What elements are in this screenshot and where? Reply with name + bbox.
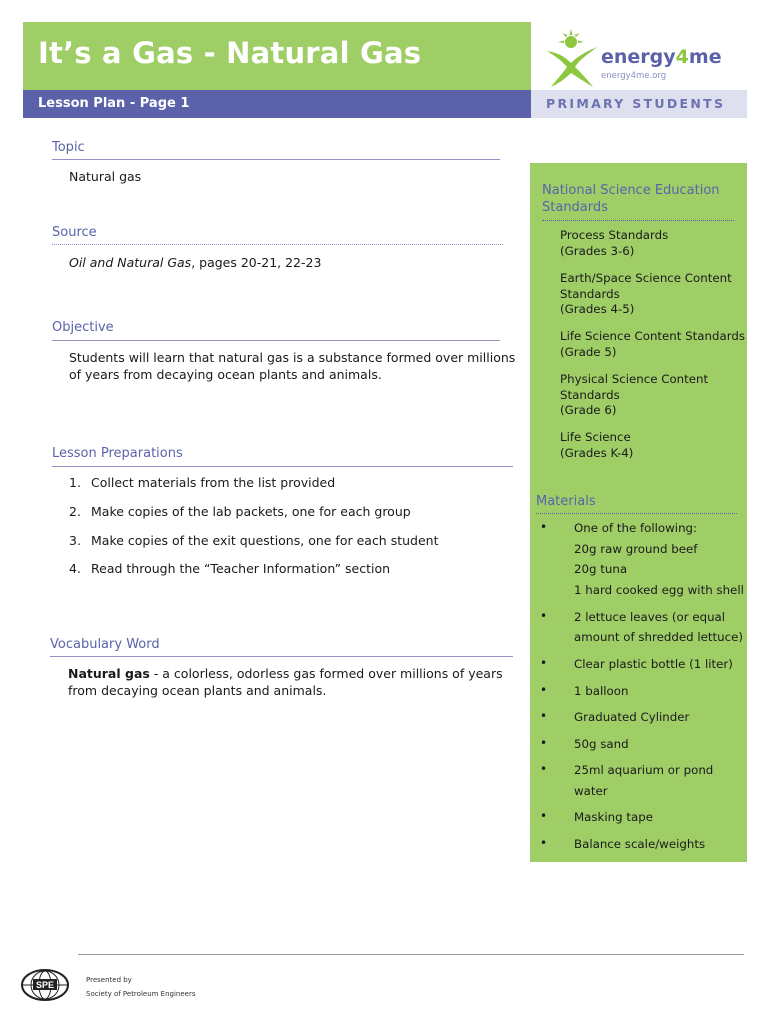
material-line: Masking tape [574,810,653,824]
vocabulary-term: Natural gas [68,666,150,681]
preparation-item: 4. Read through the “Teacher Information” section [69,561,391,576]
footer-rule [78,954,744,955]
bullet-icon: • [540,736,548,750]
bullet-icon: • [540,762,548,776]
vocabulary-line-2: from decaying ocean plants and animals. [68,683,327,698]
topic-rule [52,159,500,160]
materials-heading: Materials [536,494,596,509]
material-line: 20g tuna [574,562,628,576]
spe-logo-icon [20,968,70,1002]
material-line: Graduated Cylinder [574,710,690,724]
page-title: It’s a Gas - Natural Gas [38,36,422,70]
objective-line-2: of years from decaying ocean plants and animals. [69,367,382,382]
material-line: 1 balloon [574,684,629,698]
standard-item: Life Science Content Standards (Grade 5) [560,329,745,359]
logo-url: energy4me.org [601,71,667,81]
objective-rule [52,340,500,341]
material-line: 2 lettuce leaves (or equal [574,610,726,624]
material-line: Balance scale/weights [574,837,706,851]
footer-presented-by: Presented by [86,976,132,984]
bullet-icon: • [540,709,548,723]
source-pages: , pages 20-21, 22-23 [191,255,322,270]
vocabulary-line-1: Natural gas - a colorless, odorless gas formed over millions of years [68,666,503,681]
preparations-heading: Lesson Preparations [52,446,183,461]
standard-item: Earth/Space Science Content Standards (Grades 4-5) [560,271,732,316]
standard-item: Process Standards (Grades 3-6) [560,228,669,258]
vocabulary-heading: Vocabulary Word [50,637,160,652]
material-line: One of the following: [574,521,698,535]
preparation-item: 2. Make copies of the lab packets, one for each group [69,504,411,519]
topic-text: Natural gas [69,169,142,184]
material-line: amount of shredded lettuce) [574,630,743,644]
preparations-rule [52,466,513,467]
bullet-icon: • [540,520,548,534]
footer-organization: Society of Petroleum Engineers [86,990,196,998]
spe-badge-text: SPE [35,980,55,990]
source-heading: Source [52,225,97,240]
materials-rule [536,513,737,514]
standards-rule [542,220,734,221]
bullet-icon: • [540,683,548,697]
bullet-icon: • [540,809,548,823]
audience-label: PRIMARY STUDENTS [546,96,726,111]
source-book-title: Oil and Natural Gas [69,255,192,270]
material-line: 25ml aquarium or pond [574,763,714,777]
bullet-icon: • [540,656,548,670]
source-text [69,254,321,272]
objective-line-1: Students will learn that natural gas is a substance formed over millions [69,350,516,365]
material-line: 50g sand [574,737,629,751]
source-rule [52,244,503,245]
lesson-plan-subtitle: Lesson Plan - Page 1 [38,96,190,111]
standard-item: Physical Science Content Standards (Grade 6) [560,372,709,417]
logo-wordmark: energy4me [601,46,722,68]
energy4me-logo-icon [543,27,599,89]
bullet-icon: • [540,836,548,850]
objective-heading: Objective [52,320,114,335]
preparation-item: 3. Make copies of the exit questions, one for each student [69,533,439,548]
topic-heading: Topic [52,140,85,155]
material-line: water [574,784,608,798]
standard-item: Life Science (Grades K-4) [560,430,634,460]
material-line: 1 hard cooked egg with shell [574,583,744,597]
standards-heading: National Science Education Standards [542,183,720,215]
bullet-icon: • [540,609,548,623]
material-line: 20g raw ground beef [574,542,698,556]
material-line: Clear plastic bottle (1 liter) [574,657,733,671]
preparation-item: 1. Collect materials from the list provided [69,475,336,490]
vocabulary-rule [50,656,513,657]
